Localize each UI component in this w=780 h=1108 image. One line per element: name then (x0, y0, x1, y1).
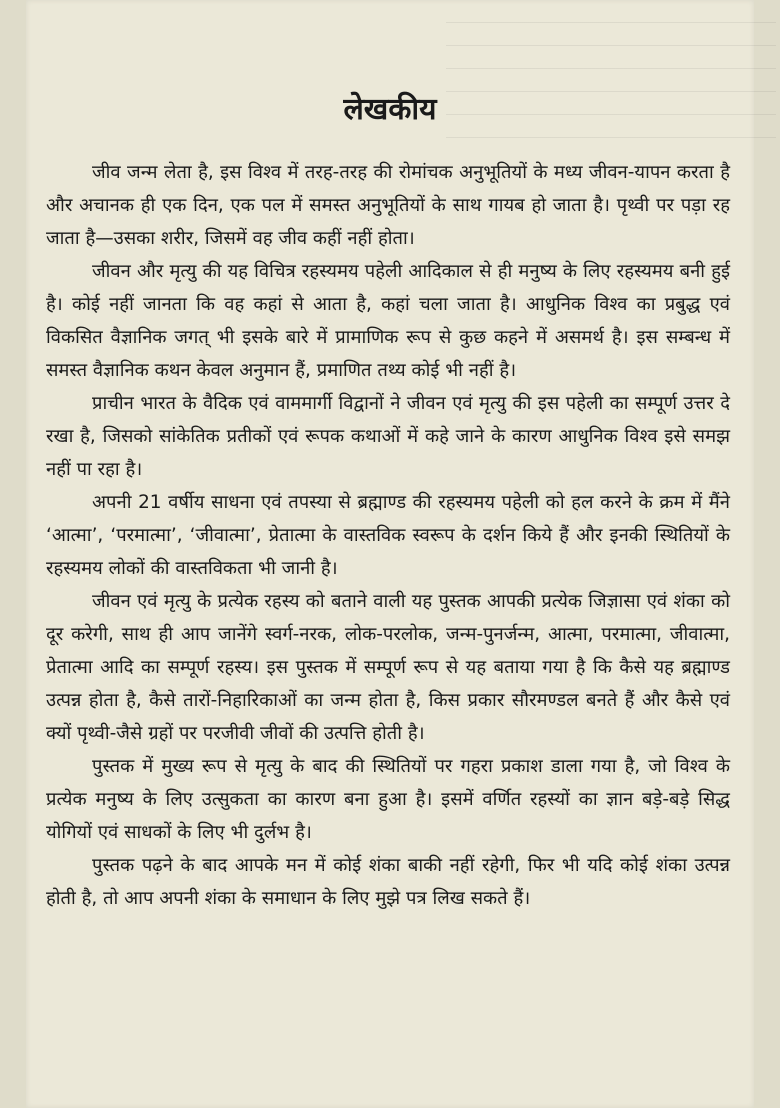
paragraph-6: पुस्तक में मुख्य रूप से मृत्यु के बाद की स्थितियों पर गहरा प्रकाश डाला गया है, जो विश्व के प्रत्येक मनुष्य के लिए उत्सुकता का कारण बना हुआ है। इसमें वर्णित रहस्यों का ज्ञान बड़े-बड़े सिद्ध योगियों एवं साधकों के लिए भी दुर्लभ है। (46, 756, 730, 843)
page-body (46, 156, 730, 915)
paragraph-3: प्राचीन भारत के वैदिक एवं वाममार्गी विद्वानों ने जीवन एवं मृत्यु की इस पहेली का सम्पूर्ण उत्तर दे रखा है, जिसको सांकेतिक प्रतीकों एवं रूपक कथाओं में कहे जाने के कारण आधुनिक विश्व इसे समझ नहीं पा रहा है। (46, 393, 730, 480)
page-title: लेखकीय (343, 92, 437, 127)
paragraph-7: पुस्तक पढ़ने के बाद आपके मन में कोई शंका बाकी नहीं रहेगी, फिर भी यदि कोई शंका उत्पन्न होती है, तो आप अपनी शंका के समाधान के लिए मुझे पत्र लिख सकते हैं। (46, 855, 730, 909)
paragraph-1: जीव जन्म लेता है, इस विश्व में तरह-तरह की रोमांचक अनुभूतियों के मध्य जीवन-यापन करता है और अचानक ही एक दिन, एक पल में समस्त अनुभूतियों के साथ गायब हो जाता है। पृथ्वी पर पड़ा रह जाता है—उसका शरीर, जिसमें वह जीव कहीं नहीं होता। (46, 162, 730, 249)
paragraph-4: अपनी 21 वर्षीय साधना एवं तपस्या से ब्रह्माण्ड की रहस्यमय पहेली को हल करने के क्रम में मैंने ‘आत्मा’, ‘परमात्मा’, ‘जीवात्मा’, प्रेतात्मा के वास्तविक स्वरूप के दर्शन किये हैं और इनकी स्थितियों के रहस्यमय लोकों की वास्तविकता भी जानी है। (46, 492, 730, 579)
paragraph-5: जीवन एवं मृत्यु के प्रत्येक रहस्य को बताने वाली यह पुस्तक आपकी प्रत्येक जिज्ञासा एवं शंका को दूर करेगी, साथ ही आप जानेंगे स्वर्ग-नरक, लोक-परलोक, जन्म-पुनर्जन्म, आत्मा, परमात्मा, जीवात्मा, प्रेतात्मा आदि का सम्पूर्ण रहस्य। इस पुस्तक में सम्पूर्ण रूप से यह बताया गया है कि कैसे यह ब्रह्माण्ड उत्पन्न होता है, कैसे तारों-निहारिकाओं का जन्म होता है, किस प्रकार सौरमण्डल बनते हैं और कैसे एवं क्यों पृथ्वी-जैसे ग्रहों पर परजीवी जीवों की उत्पत्ति होती है। (46, 591, 730, 744)
show-through-text (446, 0, 776, 160)
paragraph-2: जीवन और मृत्यु की यह विचित्र रहस्यमय पहेली आदिकाल से ही मनुष्य के लिए रहस्यमय बनी हुई है। कोई नहीं जानता कि वह कहां से आता है, कहां चला जाता है। आधुनिक विश्व का प्रबुद्ध एवं विकसित वैज्ञानिक जगत् भी इसके बारे में प्रामाणिक रूप से कुछ कहने में असमर्थ है। इस सम्बन्ध में समस्त वैज्ञानिक कथन केवल अनुमान हैं, प्रमाणित तथ्य कोई भी नहीं है। (46, 261, 730, 381)
